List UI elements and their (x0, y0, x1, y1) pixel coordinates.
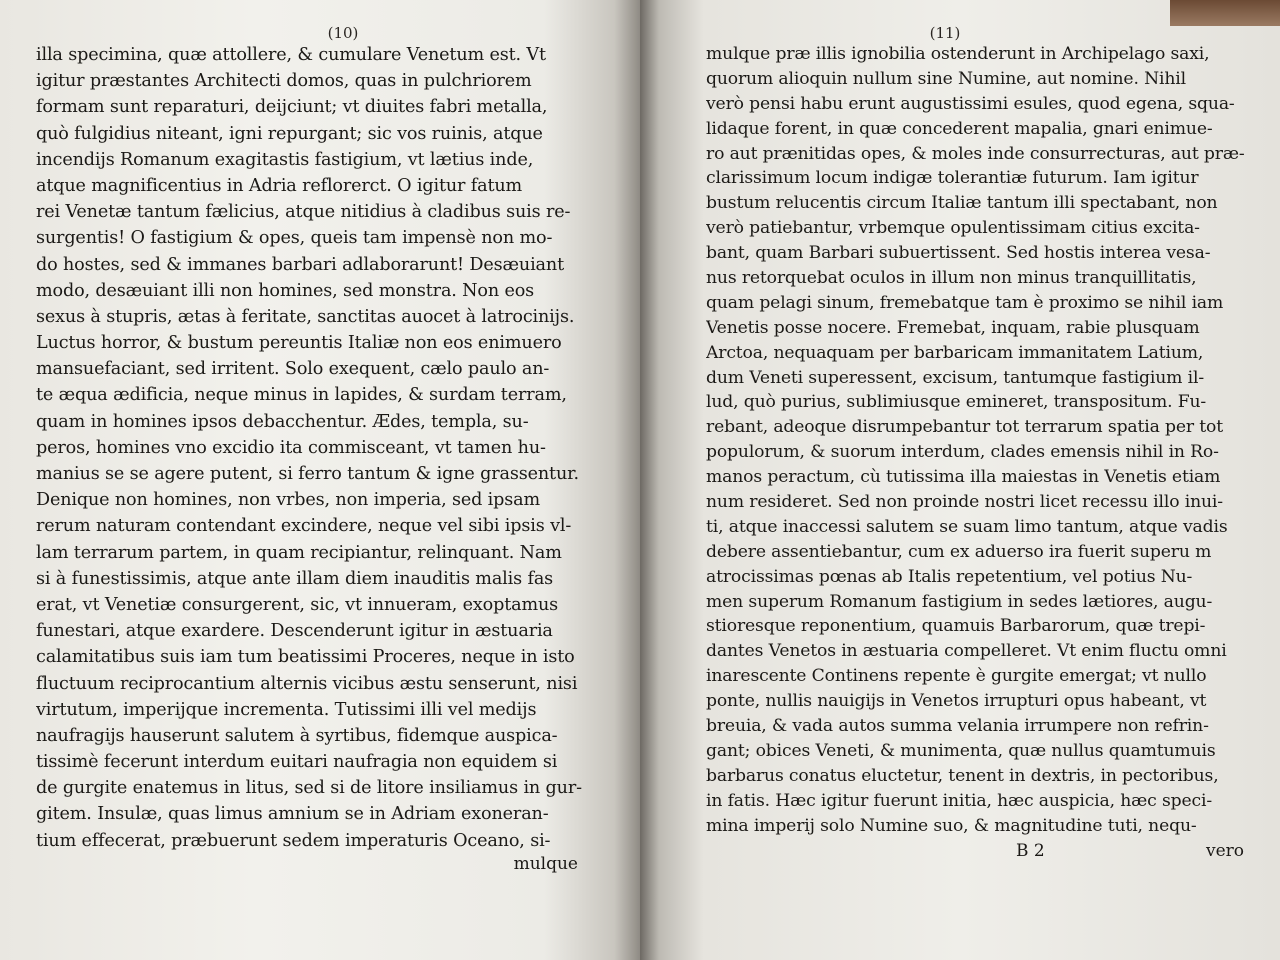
text-line: do hostes, sed & immanes barbari adlaborarunt! Desæuiant (36, 254, 564, 275)
text-line: virtutum, imperijque incrementa. Tutissimi illi vel medijs (36, 699, 537, 720)
left-page-number: (10) (327, 24, 359, 42)
text-line: lud, quò purius, sublimiusque emineret, transpositum. Fu- (706, 392, 1207, 413)
text-line: rebant, adeoque disrumpebantur tot terrarum spatia per tot (706, 417, 1223, 438)
text-line: tissimè fecerunt interdum euitari naufragia non equidem si (36, 752, 558, 773)
text-line: erat, vt Venetiæ consurgerent, sic, vt innueram, exoptamus (36, 594, 559, 615)
text-line: Arctoa, nequaquam per barbaricam immanitatem Latium, (706, 342, 1204, 363)
text-line: rerum naturam contendant excindere, neque vel sibi ipsis vl- (36, 516, 572, 537)
right-page (640, 0, 1280, 960)
right-footer (706, 841, 1244, 867)
text-line: atque magnificentius in Adria reflorerct. O igitur fatum (36, 175, 523, 196)
right-page-number: (11) (929, 24, 961, 42)
text-line: num resideret. Sed non proinde nostri licet recessu illo inui- (706, 492, 1223, 513)
text-line: nus retorquebat oculos in illum non minus tranquillitatis, (706, 268, 1197, 289)
text-line: lidaque forent, in quæ concederent mapalia, gnari enimue- (706, 118, 1213, 139)
text-line: sexus à stupris, ætas à feritate, sanctitas auocet à latrocinijs. (36, 306, 575, 327)
text-line: mina imperij solo Numine suo, & magnitudine tuti, nequ- (706, 815, 1197, 836)
text-line: quorum alioquin nullum sine Numine, aut nomine. Nihil (706, 68, 1186, 89)
text-line: mansuefaciant, sed irritent. Solo exequent, cælo paulo an- (36, 359, 550, 380)
text-line: atrocissimas pœnas ab Italis repetentium, vel potius Nu- (706, 566, 1193, 587)
text-line: formam sunt reparaturi, deijciunt; vt diuites fabri metalla, (36, 97, 548, 118)
text-line: populorum, & suorum interdum, clades emensis nihil in Ro- (706, 442, 1219, 463)
text-line: funestari, atque exardere. Descenderunt igitur in æstuaria (36, 621, 553, 642)
text-line: manos peractum, cù tutissima illa maiestas in Venetis etiam (706, 467, 1221, 488)
text-line: quam pelagi sinum, fremebatque tam è proximo se nihil iam (706, 292, 1224, 313)
text-line: lam terrarum partem, in quam recipiantur, relinquant. Nam (36, 542, 562, 563)
text-line: verò patiebantur, vrbemque opulentissimam citius excita- (706, 218, 1200, 239)
text-line: calamitatibus suis iam tum beatissimi Proceres, neque in isto (36, 647, 575, 668)
right-catchword: vero (1205, 840, 1244, 861)
text-line: bant, quam Barbari subuertissent. Sed hostis interea vesa- (706, 243, 1211, 264)
text-line: tium effecerat, præbuerunt sedem imperaturis Oceano, si- (36, 830, 551, 851)
text-line: in fatis. Hæc igitur fuerunt initia, hæc auspicia, hæc speci- (706, 790, 1212, 811)
text-line: naufragijs hauserunt salutem à syrtibus, fidemque auspica- (36, 725, 558, 746)
text-line: stioresque reponentium, quamuis Barbarorum, quæ trepi- (706, 616, 1206, 637)
signature-mark: B 2 (1016, 840, 1045, 861)
text-line: ti, atque inaccessi salutem se suam limo tantum, atque vadis (706, 516, 1228, 537)
left-text-block (36, 42, 620, 854)
text-line: ponte, nullis nauigijs in Venetos irrupturi opus habeant, vt (706, 691, 1207, 712)
text-line: de gurgite enatemus in litus, sed si de litore insiliamus in gur- (36, 778, 582, 799)
text-line: igitur præstantes Architecti domos, quas in pulchriorem (36, 71, 532, 92)
text-line: illa specimina, quæ attollere, & cumulare Venetum est. Vt (36, 45, 546, 65)
text-line: quam in homines ipsos debacchentur. Ædes, templa, su- (36, 411, 529, 432)
text-line: si à funestissimis, atque ante illam diem inauditis malis fas (36, 568, 554, 589)
text-line: ro aut prænitidas opes, & moles inde consurrecturas, aut præ- (706, 143, 1244, 164)
text-line: Denique non homines, non vrbes, non imperia, sed ipsam (36, 490, 541, 511)
right-text-block (706, 42, 1244, 839)
text-line: mulque præ illis ignobilia ostenderunt in Archipelago saxi, (706, 44, 1210, 64)
text-line: bustum relucentis circum Italiæ tantum illi spectabant, non (706, 193, 1218, 214)
text-line: barbarus conatus eluctetur, tenent in dextris, in pectoribus, (706, 765, 1219, 786)
text-line: gitem. Insulæ, quas limus amnium se in Adriam exoneran- (36, 804, 549, 825)
text-line: peros, homines vno excidio ita commisceant, vt tamen hu- (36, 437, 546, 458)
text-line: quò fulgidius niteant, igni repurgant; sic vos ruinis, atque (36, 123, 543, 144)
text-line: fluctuum reciprocantium alternis vicibus æstu senserunt, nisi (36, 673, 578, 694)
text-line: breuia, & vada autos summa velania irrumpere non refrin- (706, 716, 1209, 737)
text-line: surgentis! O fastigium & opes, queis tam impensè non mo- (36, 228, 553, 249)
left-catchword: mulque (513, 853, 578, 874)
text-line: dantes Venetos in æstuaria compelleret. Vt enim fluctu omni (706, 641, 1227, 662)
text-line: Venetis posse nocere. Fremebat, inquam, rabie plusquam (706, 317, 1200, 338)
text-line: manius se se agere putent, si ferro tantum & igne grassentur. (36, 464, 579, 484)
text-line: men superum Romanum fastigium in sedes lætiores, augu- (706, 591, 1213, 612)
text-line: gant; obices Veneti, & munimenta, quæ nullus quamtumuis (706, 740, 1216, 761)
text-line: rei Venetæ tantum fælicius, atque nitidius à cladibus suis re- (36, 202, 571, 223)
text-line: dum Veneti superessent, excisum, tantumque fastigium il- (706, 367, 1204, 388)
text-line: modo, desæuiant illi non homines, sed monstra. Non eos (36, 280, 535, 301)
text-line: Luctus horror, & bustum pereuntis Italiæ non eos enimuero (36, 333, 562, 354)
text-line: incendijs Romanum exagitastis fastigium, vt lætius inde, (36, 149, 534, 170)
text-line: debere assentiebantur, cum ex aduerso ira fuerit superu m (706, 541, 1212, 562)
text-line: verò pensi habu erunt augustissimi esules, quod egena, squa- (706, 93, 1235, 114)
text-line: clarissimum locum indigæ tolerantiæ futurum. Iam igitur (706, 168, 1199, 189)
binding-strip (1170, 0, 1280, 26)
text-line: inarescente Continens repente è gurgite emergat; vt nullo (706, 666, 1207, 687)
text-line: te æqua ædificia, neque minus in lapides, & surdam terram, (36, 385, 567, 406)
